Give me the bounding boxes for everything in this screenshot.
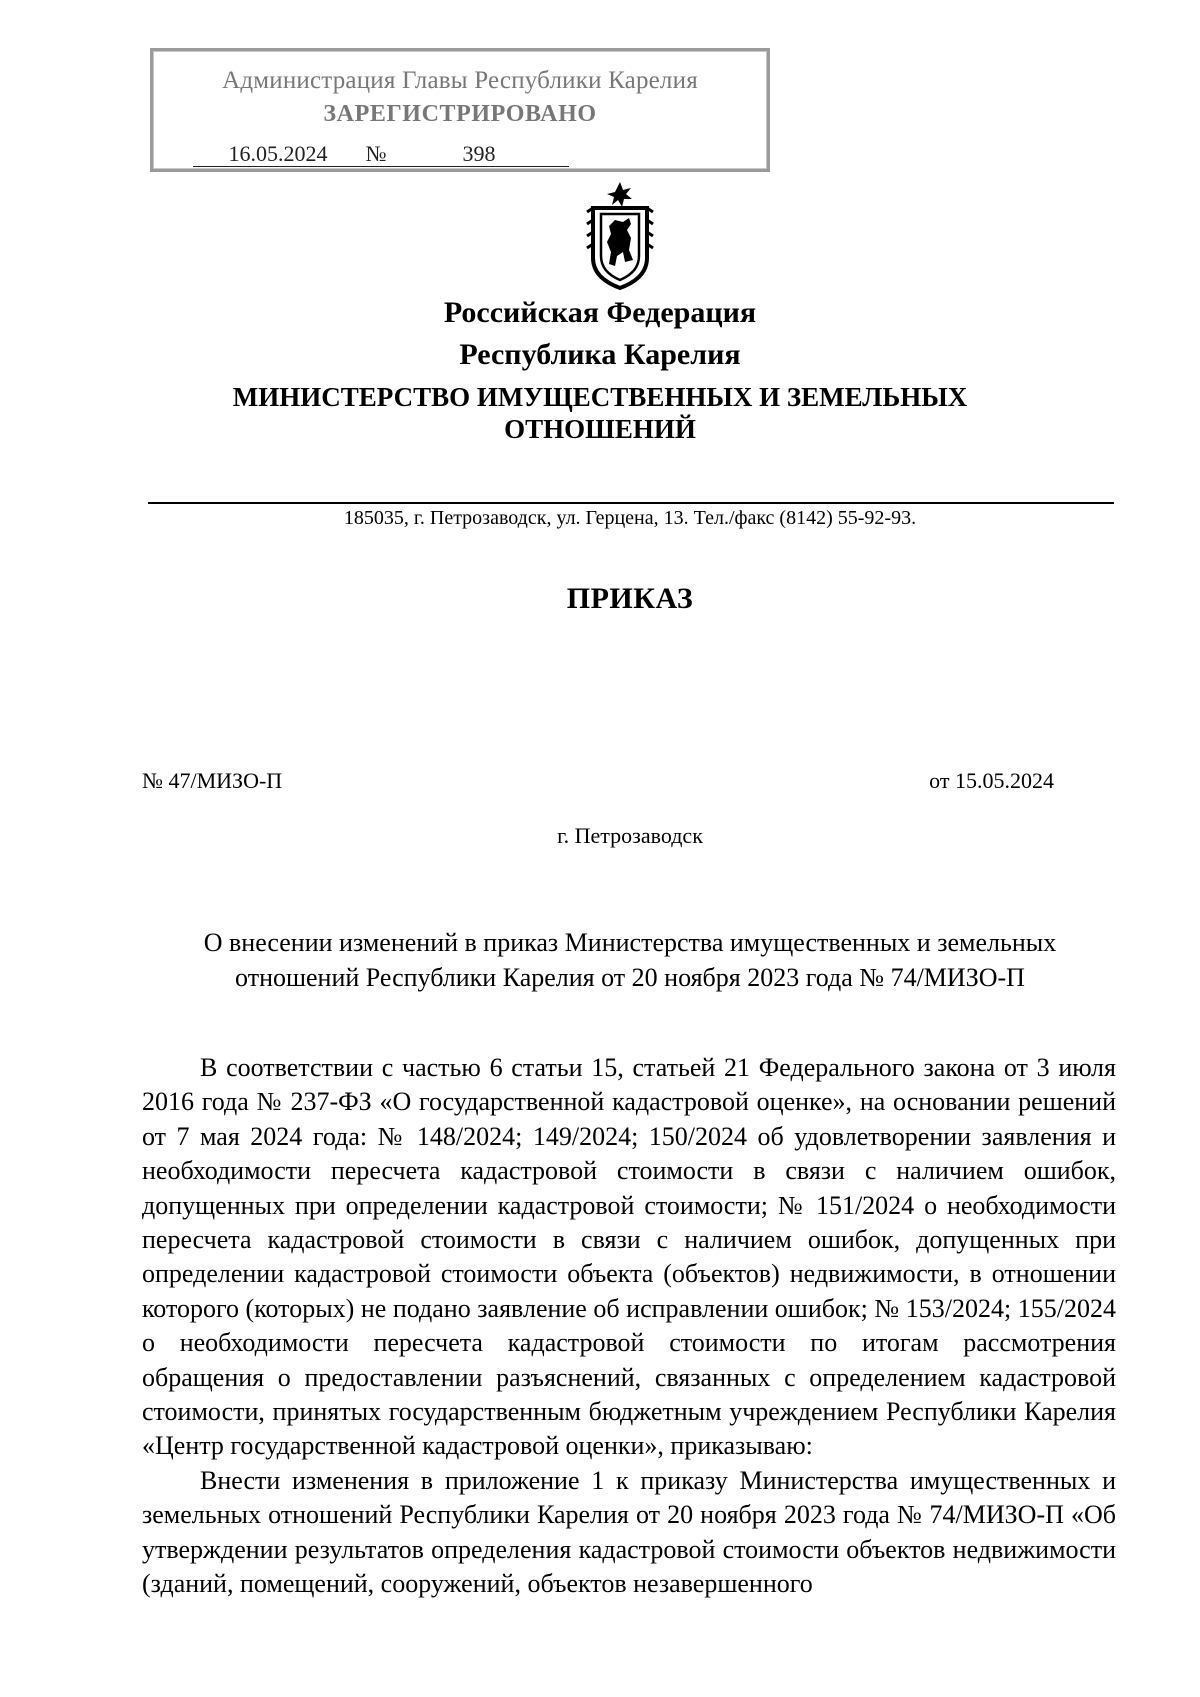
stamp-number-sign: №	[363, 142, 389, 167]
header-divider	[148, 502, 1114, 504]
document-date: от 15.05.2024	[929, 768, 1054, 793]
document-body	[142, 1051, 1116, 1602]
stamp-organization: Администрация Главы Республики Карелия	[222, 67, 698, 94]
ministry-address: 185035, г. Петрозаводск, ул. Герцена, 13. Тел./факс (8142) 55-92-93.	[343, 507, 917, 529]
region-name: Республика Карелия	[459, 338, 741, 371]
body-paragraph-1: В соответствии с частью 6 статьи 15, статьей 21 Федерального закона от 3 июля 2016 года № 237-ФЗ «О государственной кадастровой оценке», на основании решений от 7 мая 2024 года: № 148/2024; 149/2024; 150/2024 об удовлетворении заявления и необходимости пересчета кадастровой стоимости в связи с наличием ошибок, допущенных при определении кадастровой стоимости; № 151/2024 о необходимости пересчета кадастровой стоимости в связи с наличием ошибок, допущенных при определении кадастровой стоимости объекта (объектов) недвижимости, в отношении которого (которых) не подано заявление об исправлении ошибок; № 153/2024; 155/2024 о необходимости пересчета кадастровой стоимости по итогам рассмотрения обращения о предоставлении разъяснений, связанных с определением кадастровой стоимости, принятых государственным бюджетным учреждением Республики Карелия «Центр государственной кадастровой оценки», приказываю:	[142, 1053, 1116, 1461]
ministry-name-line2: ОТНОШЕНИЙ	[504, 414, 696, 444]
document-type: ПРИКАЗ	[566, 582, 694, 615]
stamp-number: 398	[389, 142, 569, 167]
stamp-registration-line	[193, 141, 569, 167]
stamp-date: 16.05.2024	[193, 142, 363, 167]
ministry-name-line1: МИНИСТЕРСТВО ИМУЩЕСТВЕННЫХ И ЗЕМЕЛЬНЫХ	[232, 382, 968, 412]
body-paragraph-2: Внести изменения в приложение 1 к приказу Министерства имущественных и земельных отношений Республики Карелия от 20 ноября 2023 года № 74/МИЗО-П «Об утверждении результатов определения кадастровой стоимости объектов недвижимости (зданий, помещений, сооружений, объектов незавершенного	[142, 1465, 1116, 1599]
registration-stamp	[150, 48, 770, 172]
document-number: № 47/МИЗО-П	[142, 768, 283, 793]
document-city: г. Петрозаводск	[557, 823, 703, 848]
document-title: О внесении изменений в приказ Министерства имущественных и земельных отношений Республики Карелия от 20 ноября 2023 года № 74/МИЗО-П	[203, 928, 1057, 992]
karelia-coat-of-arms-icon	[585, 180, 655, 290]
country-name: Российская Федерация	[443, 296, 757, 329]
stamp-status: ЗАРЕГИСТРИРОВАНО	[323, 101, 597, 127]
